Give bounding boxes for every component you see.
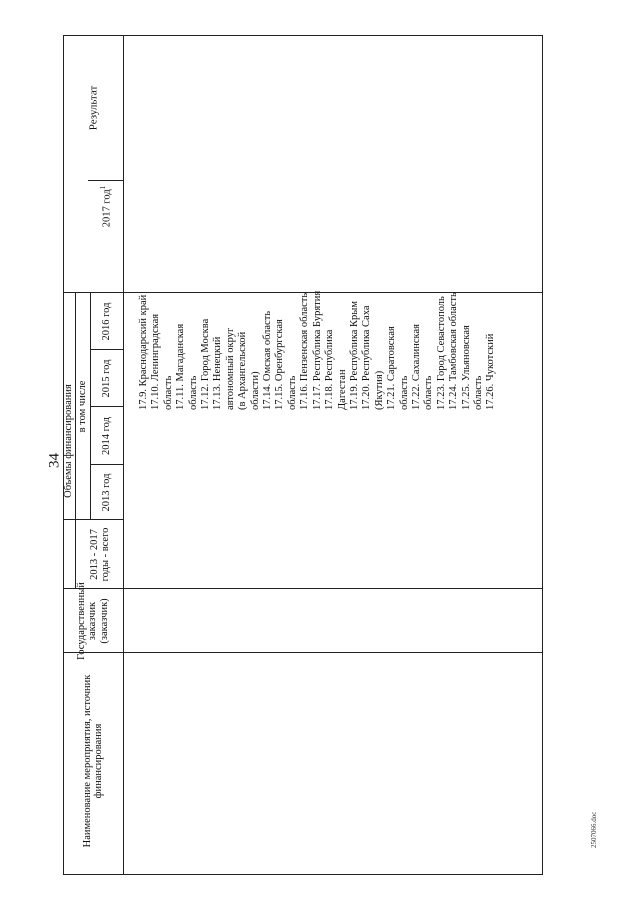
result-line: Дагестан — [336, 369, 348, 410]
result-line: 17.17. Республика Бурятия — [311, 290, 323, 410]
col-sep-2 — [63, 588, 543, 589]
header-year-2015-text: 2015 год — [100, 359, 112, 398]
footnote-mark: 1 — [99, 185, 108, 189]
header-customer — [65, 582, 121, 660]
file-reference: 2507066.doc — [590, 811, 598, 848]
header-year-2016-text: 2016 год — [100, 302, 112, 341]
result-line: автономный округ — [224, 327, 236, 410]
col-sep-1 — [63, 652, 543, 653]
header-year-2017-cell — [88, 180, 124, 232]
result-line: 17.15. Оренбургская — [274, 319, 286, 410]
header-funding-volumes — [63, 293, 75, 589]
header-total-text: 2013 - 2017 годы - всего — [88, 527, 111, 582]
header-year-2014 — [90, 407, 123, 465]
result-line: 17.11. Магаданская — [175, 323, 187, 410]
result-line: 17.20. Республика Саха — [361, 305, 373, 410]
result-line: область — [286, 375, 298, 410]
result-line: области) — [249, 371, 261, 410]
result-line: область — [187, 375, 199, 410]
header-year-2013-text: 2013 год — [100, 473, 112, 512]
header-year-2014-text: 2014 год — [100, 417, 112, 455]
header-year-2017-text: 2017 год — [102, 188, 113, 227]
result-line: 17.19. Республика Крым — [348, 300, 360, 410]
result-lines — [138, 30, 498, 410]
result-line: 17.12. Город Москва — [200, 318, 212, 410]
header-event-name-text: Наименование мероприятия, источник финансирования — [81, 674, 104, 848]
header-year-2015 — [90, 350, 123, 407]
result-line: 17.16. Пензенская область — [299, 292, 311, 410]
result-line: 17.22. Сахалинская — [410, 324, 422, 410]
header-funding-volumes-text: Объемы финансирования — [63, 384, 75, 498]
header-year-2016 — [90, 293, 123, 350]
result-line: 17.25. Ульяновская — [460, 325, 472, 410]
result-line: 17.24. Тамбовская область — [448, 292, 460, 410]
header-result-text: Результат — [87, 85, 99, 130]
result-line: область — [398, 375, 410, 410]
result-line: (в Архангельской — [237, 331, 249, 410]
result-line: область — [423, 375, 435, 410]
header-year-2013 — [90, 465, 123, 520]
result-line: 17.18. Республика — [324, 329, 336, 410]
result-line: область — [162, 375, 174, 410]
result-line: область — [472, 375, 484, 410]
header-event-name — [65, 655, 121, 867]
result-line: 17.9. Краснодарский край — [138, 294, 149, 410]
header-total — [77, 520, 123, 589]
header-customer-text: Государственный заказчик (заказчик) — [75, 582, 110, 660]
result-line: 17.13. Ненецкий — [212, 336, 224, 410]
result-line: 17.23. Город Севастополь — [435, 296, 447, 410]
result-line: 17.14. Омская область — [262, 310, 274, 410]
page-number: 34 — [46, 453, 63, 468]
divider-2017-result — [88, 180, 124, 181]
result-line: 17.10. Ленинградская — [150, 313, 162, 410]
result-line: 17.26. Чукотский — [485, 333, 497, 410]
header-result-cell — [63, 35, 123, 180]
row-sep-header — [123, 35, 124, 875]
result-line: 17.21. Саратовская — [386, 326, 398, 410]
header-including — [75, 293, 90, 520]
result-line: (Якутия) — [373, 370, 385, 410]
header-including-text: в том числе — [76, 380, 88, 433]
